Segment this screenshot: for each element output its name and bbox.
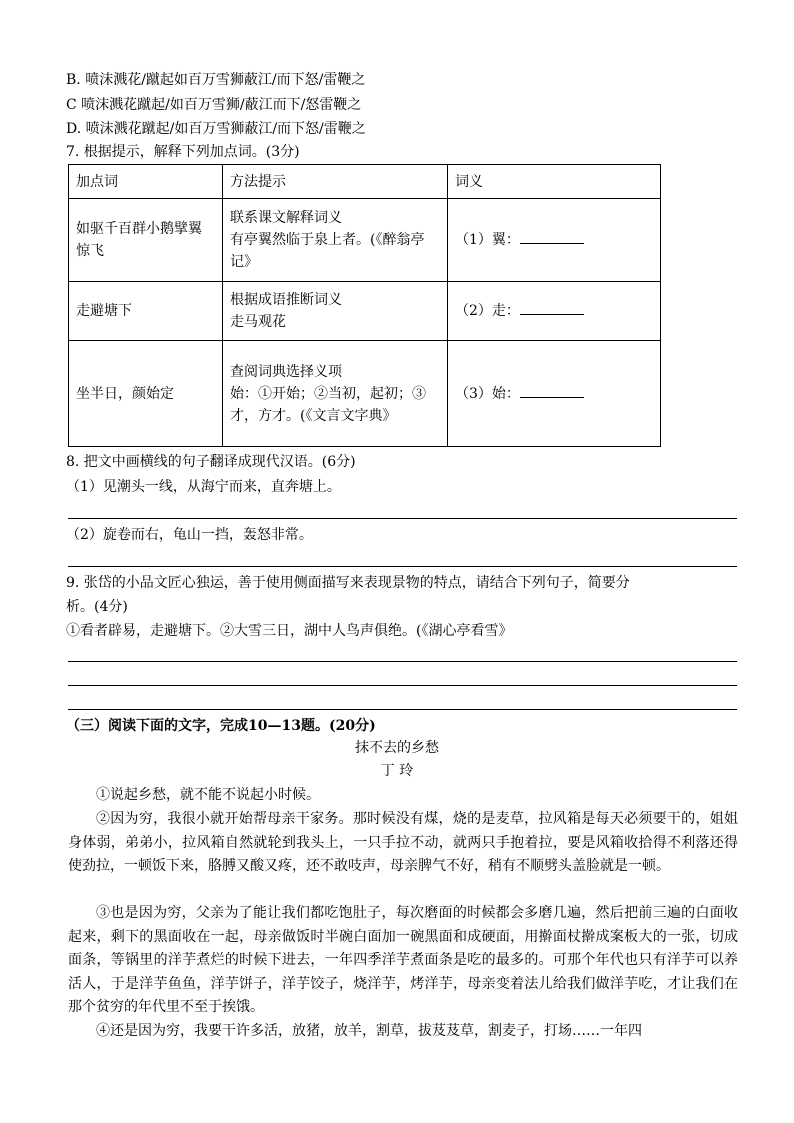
table-header-row — [69, 165, 661, 199]
table-row — [69, 199, 661, 282]
article-paragraph: ③也是因为穷，父亲为了能让我们都吃饱肚子，每次磨面的时候都会多磨几遍，然后把前三遍的白面收起来，剩下的黑面收在一起，母亲做饭时半碗白面加一碗黑面和成硬面，用擀面杖擀成案板大的一张，切成面条，等锅里的洋芋煮烂的时候下进去，一年四季洋芋煮面条是吃的最多的。可那个年代也只有洋芋可以养活人，于是洋芋鱼鱼，洋芋饼子，洋芋饺子，烧洋芋，烤洋芋，母亲变着法儿给我们做洋芋吃，才让我们在那个贫穷的年代里不至于挨饿。 — [68, 905, 738, 1016]
question-9-title-cont: 析。(4分) — [66, 599, 128, 615]
row-meaning — [448, 282, 661, 341]
article-paragraph: ①说起乡愁，就不能不说起小时候。 — [96, 787, 320, 803]
row-hint: 根据成语推断词义 走马观花 — [223, 282, 448, 341]
header-hint: 方法提示 — [223, 165, 448, 199]
question-7-title: 7. 根据提示，解释下列加点词。(3分) — [66, 144, 300, 160]
answer-line[interactable] — [68, 566, 737, 567]
meaning-label: （1）翼： — [455, 232, 520, 248]
row-word: 如驱千百群小鹅擘翼惊飞 — [69, 199, 223, 282]
answer-blank[interactable] — [520, 383, 584, 398]
answer-blank[interactable] — [520, 229, 584, 244]
answer-blank[interactable] — [520, 300, 584, 315]
answer-line[interactable] — [68, 685, 737, 686]
question-9-title: 9. 张岱的小品文匠心独运，善于使用侧面描写来表现景物的特点，请结合下列句子，简要分 — [66, 575, 630, 591]
row-hint: 查阅词典选择义项 始：①开始；②当初，起初；③才，方才。(《文言文字典》 — [223, 341, 448, 447]
question-9-sentences: ①看者辟易，走避塘下。②大雪三日，湖中人鸟声俱绝。(《湖心亭看雪》 — [66, 623, 513, 639]
row-word: 走避塘下 — [69, 282, 223, 341]
question-8-sentence-2: （2）旋卷而右，龟山一挡，轰怒非常。 — [66, 527, 313, 543]
question-8-title: 8. 把文中画横线的句子翻译成现代汉语。(6分) — [66, 454, 356, 470]
meaning-label: （3）始： — [455, 385, 520, 402]
table-row — [69, 341, 661, 447]
article-paragraph: ②因为穷，我很小就开始帮母亲干家务。那时候没有煤，烧的是麦草，拉风箱是每天必须要干的，姐姐身体弱，弟弟小，拉风箱自然就轮到我头上，一只手拉不动，就两只手抱着拉，要是风箱收拾得不利落还得使劲拉，一顿饭下来，胳膊又酸又疼，还不敢吱声，母亲脾气不好，稍有不顺劈头盖脸就是一顿。 — [68, 811, 738, 875]
article-paragraph: ④还是因为穷，我要干许多活，放猪，放羊，割草，拔芨芨草，割麦子，打场……一年四 — [96, 1023, 642, 1039]
option-c: C 喷沫溅花蹴起/如百万雪狮/蔽江而下/怒雷鞭之 — [66, 97, 362, 113]
header-meaning: 词义 — [448, 165, 661, 199]
meaning-label: （2）走： — [455, 303, 520, 319]
answer-line[interactable] — [68, 709, 737, 710]
section-3-heading: （三）阅读下面的文字，完成10—13题。(20分) — [66, 718, 376, 734]
header-word: 加点词 — [69, 165, 223, 199]
article-title: 抹不去的乡愁 — [355, 740, 439, 756]
row-meaning — [448, 199, 661, 282]
row-word: 坐半日，颜始定 — [69, 341, 223, 447]
article-author: 丁 玲 — [380, 763, 414, 779]
answer-line[interactable] — [68, 661, 737, 662]
option-d: D. 喷沫溅花蹴起/如百万雪狮蔽江/而下怒/雷鞭之 — [66, 121, 366, 137]
question-8-sentence-1: （1）见潮头一线，从海宁而来，直奔塘上。 — [66, 479, 341, 495]
row-meaning — [448, 341, 661, 447]
table-row — [69, 282, 661, 341]
option-b: B. 喷沫溅花/蹴起如百万雪狮蔽江/而下怒/雷鞭之 — [66, 72, 366, 88]
answer-line[interactable] — [68, 518, 737, 519]
question-7-table — [68, 164, 661, 447]
row-hint: 联系课文解释词义 有亭翼然临于泉上者。(《醉翁亭记》 — [223, 199, 448, 282]
